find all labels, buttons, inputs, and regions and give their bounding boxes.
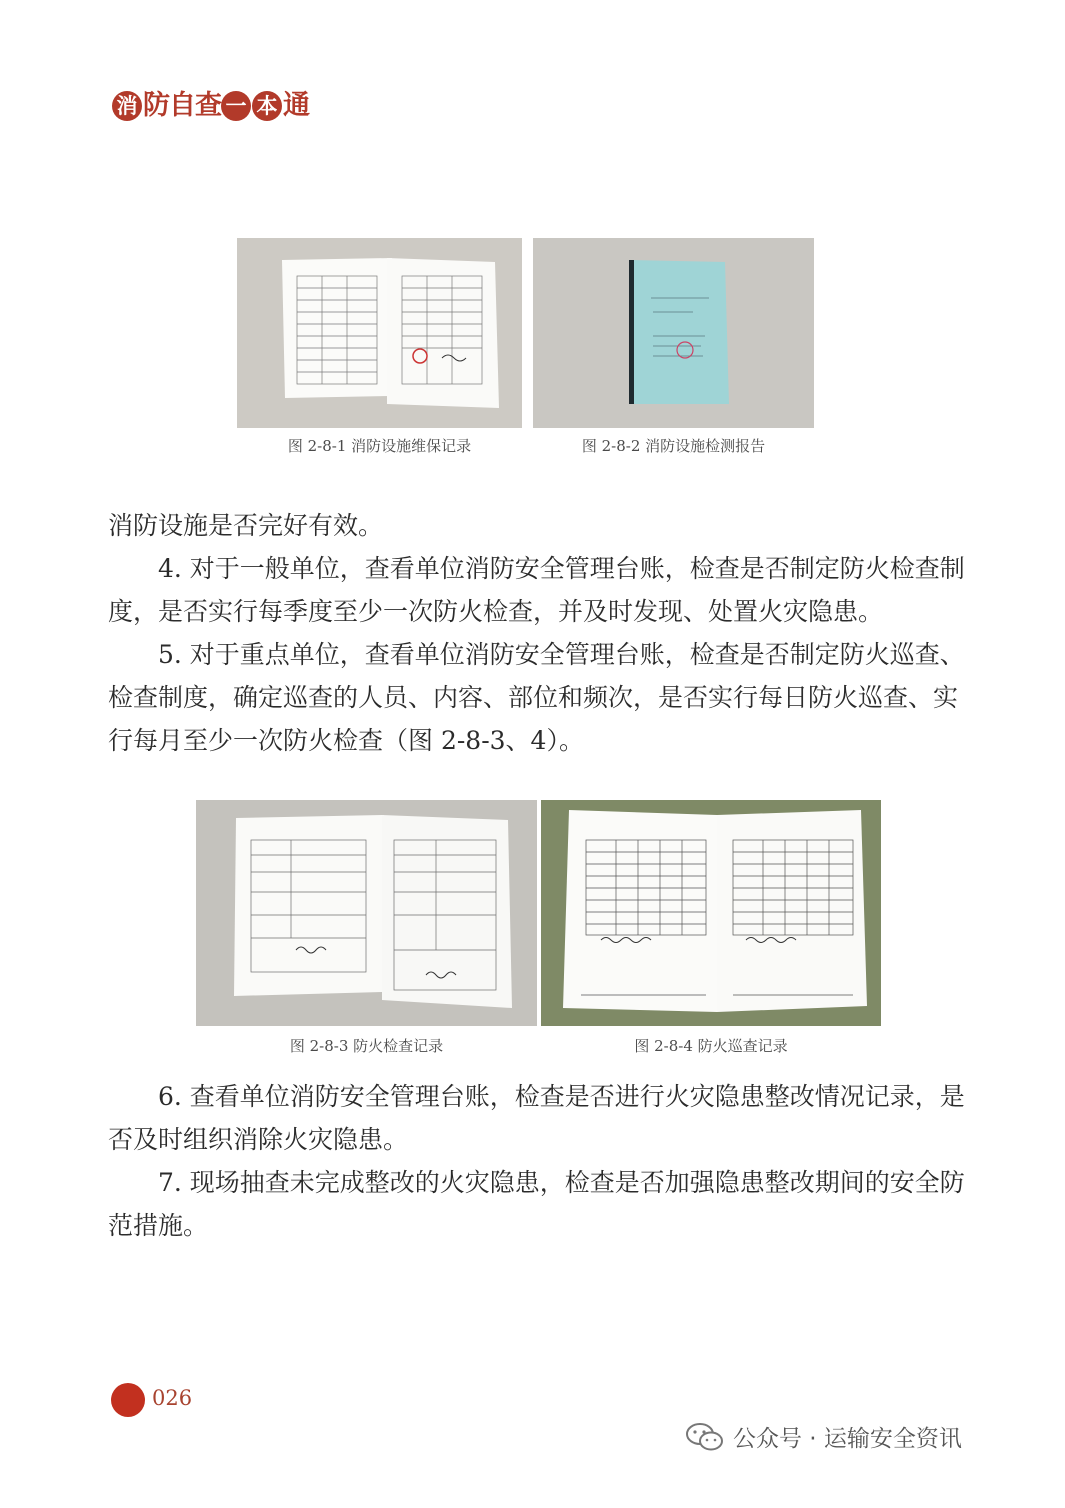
figure-fire-inspection-record-photo [196, 800, 537, 1026]
figure-fire-patrol-record-photo [541, 800, 881, 1026]
paragraph-continuation: 消防设施是否完好有效。 [108, 511, 384, 540]
logo-char-4: 查 [195, 90, 221, 121]
logo-char-7: 通 [283, 90, 309, 121]
page-number-marker [111, 1383, 145, 1417]
logo-char-5: 一 [221, 91, 251, 121]
paragraph-item-5: 5. 对于重点单位，查看单位消防安全管理台账，检查是否制定防火巡查、检查制度，确定巡查的人员、内容、部位和频次，是否实行每日防火巡查、实行每月至少一次防火检查（图 2-8-3、4）。 [108, 640, 965, 755]
paragraph-item-4: 4. 对于一般单位，查看单位消防安全管理台账，检查是否制定防火检查制度，是否实行每季度至少一次防火检查，并及时发现、处置火灾隐患。 [108, 554, 965, 626]
logo-char-2: 防 [143, 90, 169, 121]
figure-maintenance-record-photo [237, 238, 522, 428]
figure-caption-4: 图 2-8-4 防火巡查记录 [634, 1037, 788, 1055]
watermark-text: 公众号 · 运输安全资讯 [733, 1426, 962, 1452]
book-title-logo [112, 88, 309, 124]
body-text-section-1 [108, 504, 968, 762]
logo-char-1: 消 [112, 91, 142, 121]
body-text-section-2 [108, 1075, 968, 1247]
figure-caption-2: 图 2-8-2 消防设施检测报告 [581, 437, 766, 455]
wechat-icon [685, 1421, 725, 1453]
paragraph-item-7: 7. 现场抽查未完成整改的火灾隐患，检查是否加强隐患整改期间的安全防范措施。 [108, 1168, 965, 1240]
figure-caption-1: 图 2-8-1 消防设施维保记录 [287, 437, 472, 455]
page-number: 026 [152, 1386, 193, 1410]
watermark [685, 1420, 962, 1453]
logo-char-6: 本 [252, 91, 282, 121]
figure-inspection-report-photo [533, 238, 814, 428]
logo-char-3: 自 [169, 90, 195, 121]
paragraph-item-6: 6. 查看单位消防安全管理台账，检查是否进行火灾隐患整改情况记录，是否及时组织消除火灾隐患。 [108, 1082, 965, 1154]
figure-caption-3: 图 2-8-3 防火检查记录 [289, 1037, 444, 1055]
